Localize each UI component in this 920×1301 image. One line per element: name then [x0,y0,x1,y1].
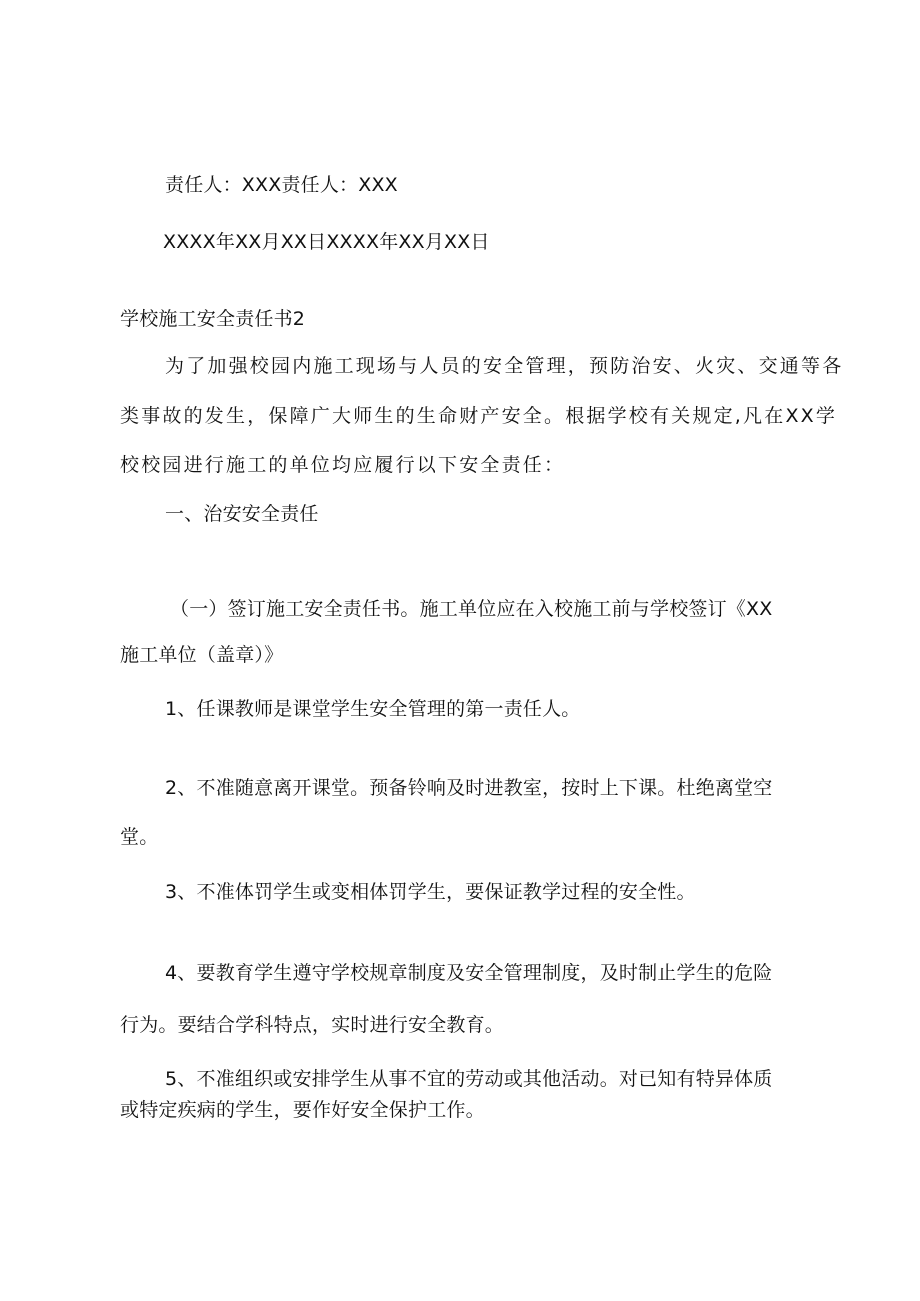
list-item-4-line-2: 行为。要结合学科特点，实时进行安全教育。 [120,1014,505,1036]
list-item-2-line-2: 堂。 [120,826,159,848]
clause-one-line-2: 施工单位（盖章）》 [120,644,284,666]
list-item-5-line-1: 5、不准组织或安排学生从事不宜的劳动或其他活动。对已知有特异体质 [165,1068,773,1090]
responsible-person-line: 责任人：XXX责任人：XXX [165,174,398,196]
list-item-3: 3、不准体罚学生或变相体罚学生，要保证教学过程的安全性。 [165,881,696,903]
intro-paragraph-line-3: 校校园进行施工的单位均应履行以下安全责任： [120,454,566,476]
heading-public-security: 一、治安安全责任 [165,503,319,525]
date-line: XXXX年XX月XX日XXXX年XX月XX日 [163,231,490,253]
clause-one-line-1: （一）签订施工安全责任书。施工单位应在入校施工前与学校签订《XX [170,598,773,620]
section-title: 学校施工安全责任书2 [120,308,306,330]
intro-paragraph-line-1: 为了加强校园内施工现场与人员的安全管理，预防治安、火灾、交通等各 [165,355,844,377]
list-item-4-line-1: 4、要教育学生遵守学校规章制度及安全管理制度，及时制止学生的危险 [165,962,773,984]
intro-paragraph-line-2: 类事故的发生，保障广大师生的生命财产安全。根据学校有关规定,凡在XX学 [120,405,838,427]
list-item-1: 1、任课教师是课堂学生安全管理的第一责任人。 [165,698,581,720]
list-item-2-line-1: 2、不准随意离开课堂。预备铃响及时进教室，按时上下课。杜绝离堂空 [165,777,773,799]
list-item-5-line-2: 或特定疾病的学生，要作好安全保护工作。 [120,1099,485,1121]
